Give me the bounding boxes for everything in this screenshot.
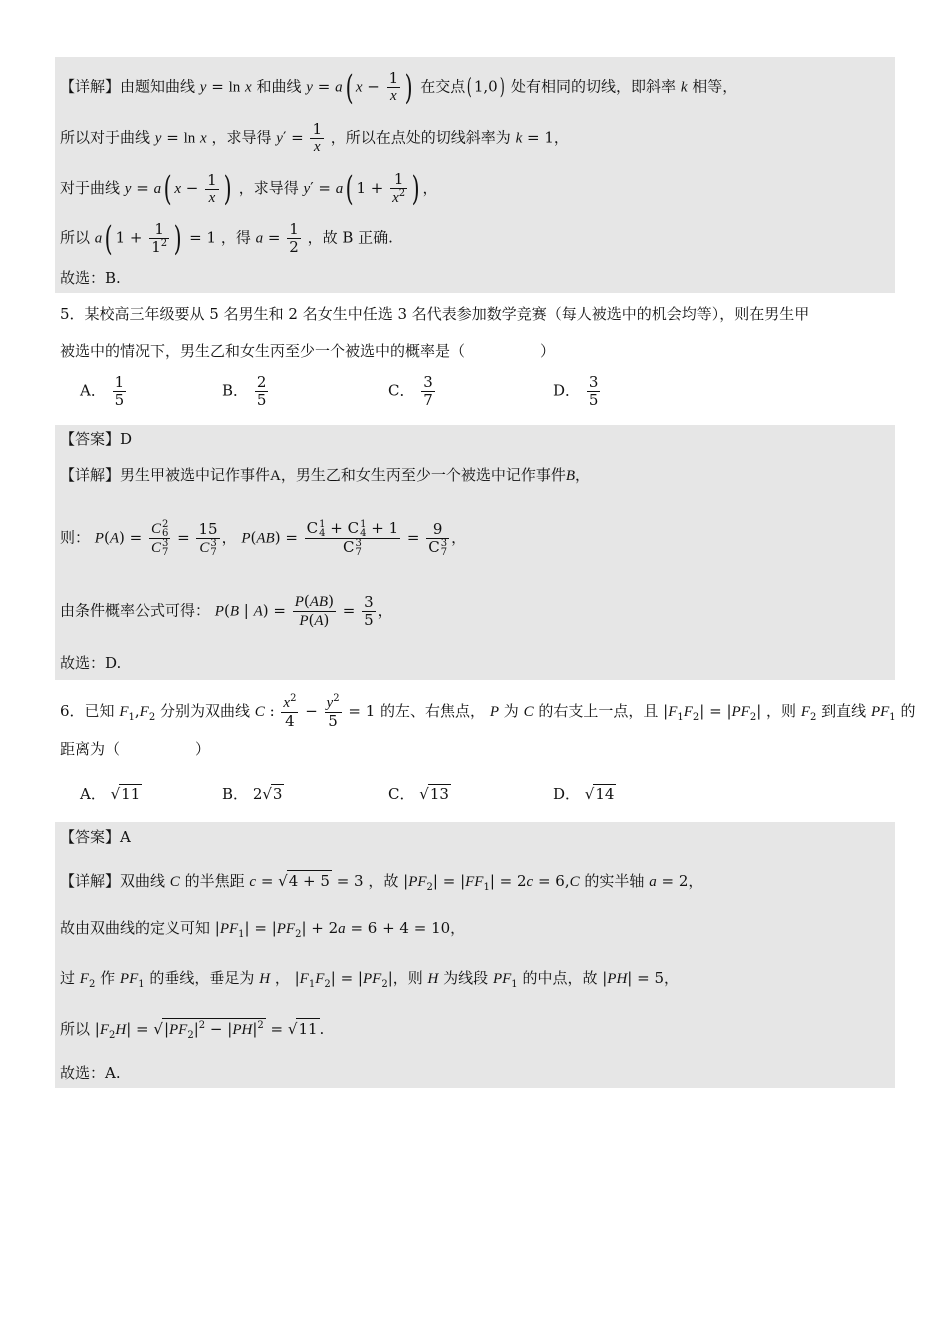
q5-option-a[interactable]: A． $\frac{1}{5}$ [80, 373, 125, 409]
q6-stem-line-1: 6．已知 $F_1,F_2$ 分别为双曲线 C : $\frac{x^2}{4}$ − $\frac{y^2}{5}$ = 1 的左、右焦点， P 为 C 的右支上一点，且 $|F_1F_2| = |PF_2|$ ，则 $F_2$ 到直线 $PF_1$ 的 [60, 693, 916, 730]
q4-detail-line-1: 【详解】由题知曲线 y = ln x 和曲线 y = a( x − $\frac{1}{x}$ ) 在交点( 1,0) 处有相同的切线，即斜率 k 相等， [60, 67, 738, 108]
q6-stem-line-2: 距离为（ ） [60, 740, 211, 758]
q4-detail-line-4: 所以 a( 1 + $\frac{1}{1^2}$ ) = 1 ，得 a = $\frac{1}{2}$ ，故 B 正确. [60, 218, 393, 259]
q5-option-d[interactable]: D． $\frac{3}{5}$ [553, 373, 599, 409]
q6-detail-line-3: 过 $F_2$ 作 $PF_1$ 的垂线，垂足为 H ， $|F_1F_2| = |PF_2|$，则 H 为线段 $PF_1$ 的中点，故 |PH| = 5， [60, 969, 680, 990]
q5-detail-line-2: 则： P(A) = C 2 6 C 3 7 = 15 C 3 7 ， P(AB) = C 1 4 + C 1 4 + 1 C 3 7 = 9 C 3 7 ， [60, 519, 467, 558]
q6-answer: 【答案】A [60, 828, 131, 846]
q6-option-d[interactable]: D． √14 [553, 785, 615, 803]
q4-detail-line-2: 所以对于曲线 y = ln x ，求导得 y′ = $\frac{1}{x}$ ，所以在点处的切线斜率为 k = 1， [60, 120, 569, 155]
q5-option-c[interactable]: C． $\frac{3}{7}$ [388, 373, 433, 409]
q6-option-c[interactable]: C． √13 [388, 785, 449, 803]
q5-detail-line-1: 【详解】男生甲被选中记作事件A，男生乙和女生丙至少一个被选中记作事件B， [60, 466, 591, 484]
q6-conclusion: 故选：A. [60, 1064, 121, 1082]
q6-detail-line-2: 故由双曲线的定义可知 $|PF_1| = |PF_2| + 2a = 6 + 4 = 10$， [60, 919, 466, 940]
q4-detail-line-3: 对于曲线 y = a( x − $\frac{1}{x}$ ) ，求导得 y′ = a( 1 + $\frac{1}{x^2}$ ) ， [60, 169, 438, 209]
q6-detail-line-1: 【详解】双曲线 C 的半焦距 c = √4 + 5 = 3 ，故 $|PF_2| = |FF_1| = 2c = 6,C$ 的实半轴 a = 2， [60, 872, 704, 893]
q5-stem-line-2: 被选中的情况下，男生乙和女生丙至少一个被选中的概率是（ ） [60, 342, 556, 360]
q6-solution-block [55, 822, 895, 1088]
q5-stem-line-1: 5．某校高三年级要从 5 名男生和 2 名女生中任选 3 名代表参加数学竞赛（每人被选中的机会均等），则在男生甲 [60, 305, 810, 323]
q5-conclusion: 故选：D. [60, 654, 122, 672]
q5-option-b[interactable]: B． $\frac{2}{5}$ [222, 373, 267, 409]
q4-conclusion: 故选：B. [60, 269, 121, 287]
q6-option-a[interactable]: A． √11 [80, 785, 141, 803]
q6-detail-line-4: 所以 $|F_2H| = √|PF_2|^2 - |PH|^2 = √11$ . [60, 1020, 325, 1041]
q5-detail-line-3: 由条件概率公式可得： P(B | A) = $\frac{P(AB)}{P(A)}$ = $\frac{3}{5}$ ， [60, 592, 393, 629]
q6-option-b[interactable]: B． 2√3 [222, 785, 283, 803]
q5-answer: 【答案】D [60, 430, 133, 448]
